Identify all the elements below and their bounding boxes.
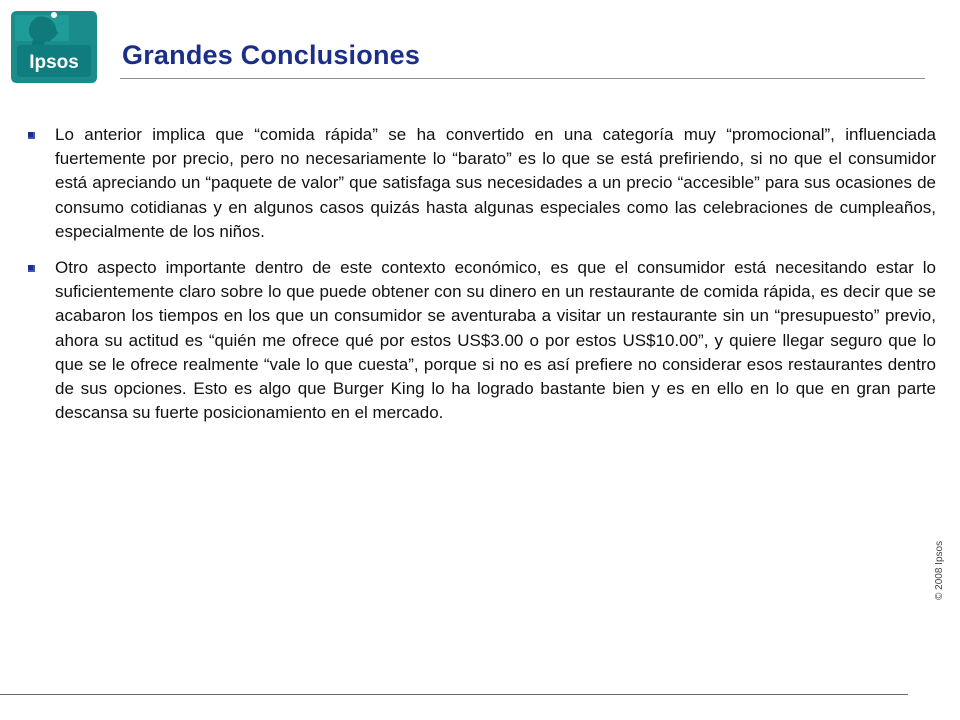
square-bullet-icon <box>28 265 35 272</box>
square-bullet-icon <box>28 132 35 139</box>
bullet-item <box>28 123 936 244</box>
logo-wordmark: Ipsos <box>29 52 79 73</box>
copyright-notice: © 2008 Ipsos <box>934 540 945 600</box>
title-divider <box>120 78 925 79</box>
bullet-item <box>28 256 936 425</box>
conclusions-list <box>28 123 936 437</box>
bullet-text: Otro aspecto importante dentro de este contexto económico, es que el consumidor está necesitando estar lo suficientemente claro sobre lo que puede obtener con su dinero en un restaurante de comida rápida, es decir que se acabaron los tiempos en los que un consumidor se aventuraba a visitar un restaurante sin un “presupuesto” previo, ahora su actitud es “quién me ofrece qué por estos US$3.00 o por estos US$10.00”, y quiere llegar seguro que lo que se le ofrece realmente “vale lo que cuesta”, porque si no es así prefiere no considerar esos restaurantes dentro de sus opciones. Esto es algo que Burger King lo ha logrado bastante bien y es en ello en lo que en gran parte descansa su fuerte posicionamiento en el mercado. <box>55 258 936 423</box>
page-title: Grandes Conclusiones <box>122 40 421 70</box>
ipsos-logo <box>11 11 97 83</box>
bullet-text: Lo anterior implica que “comida rápida” se ha convertido en una categoría muy “promocional”, influenciada fuertemente por precio, pero no necesariamente lo “barato” es lo que se está prefiriendo, si no que el consumidor está apreciando un “paquete de valor” que satisfaga sus necesidades a un precio “accesible” para sus ocasiones de consumo cotidianas y en algunos casos quizás hasta algunas especiales como las celebraciones de cumpleaños, especialmente de los niños. <box>55 125 936 241</box>
footer-divider <box>0 694 908 695</box>
